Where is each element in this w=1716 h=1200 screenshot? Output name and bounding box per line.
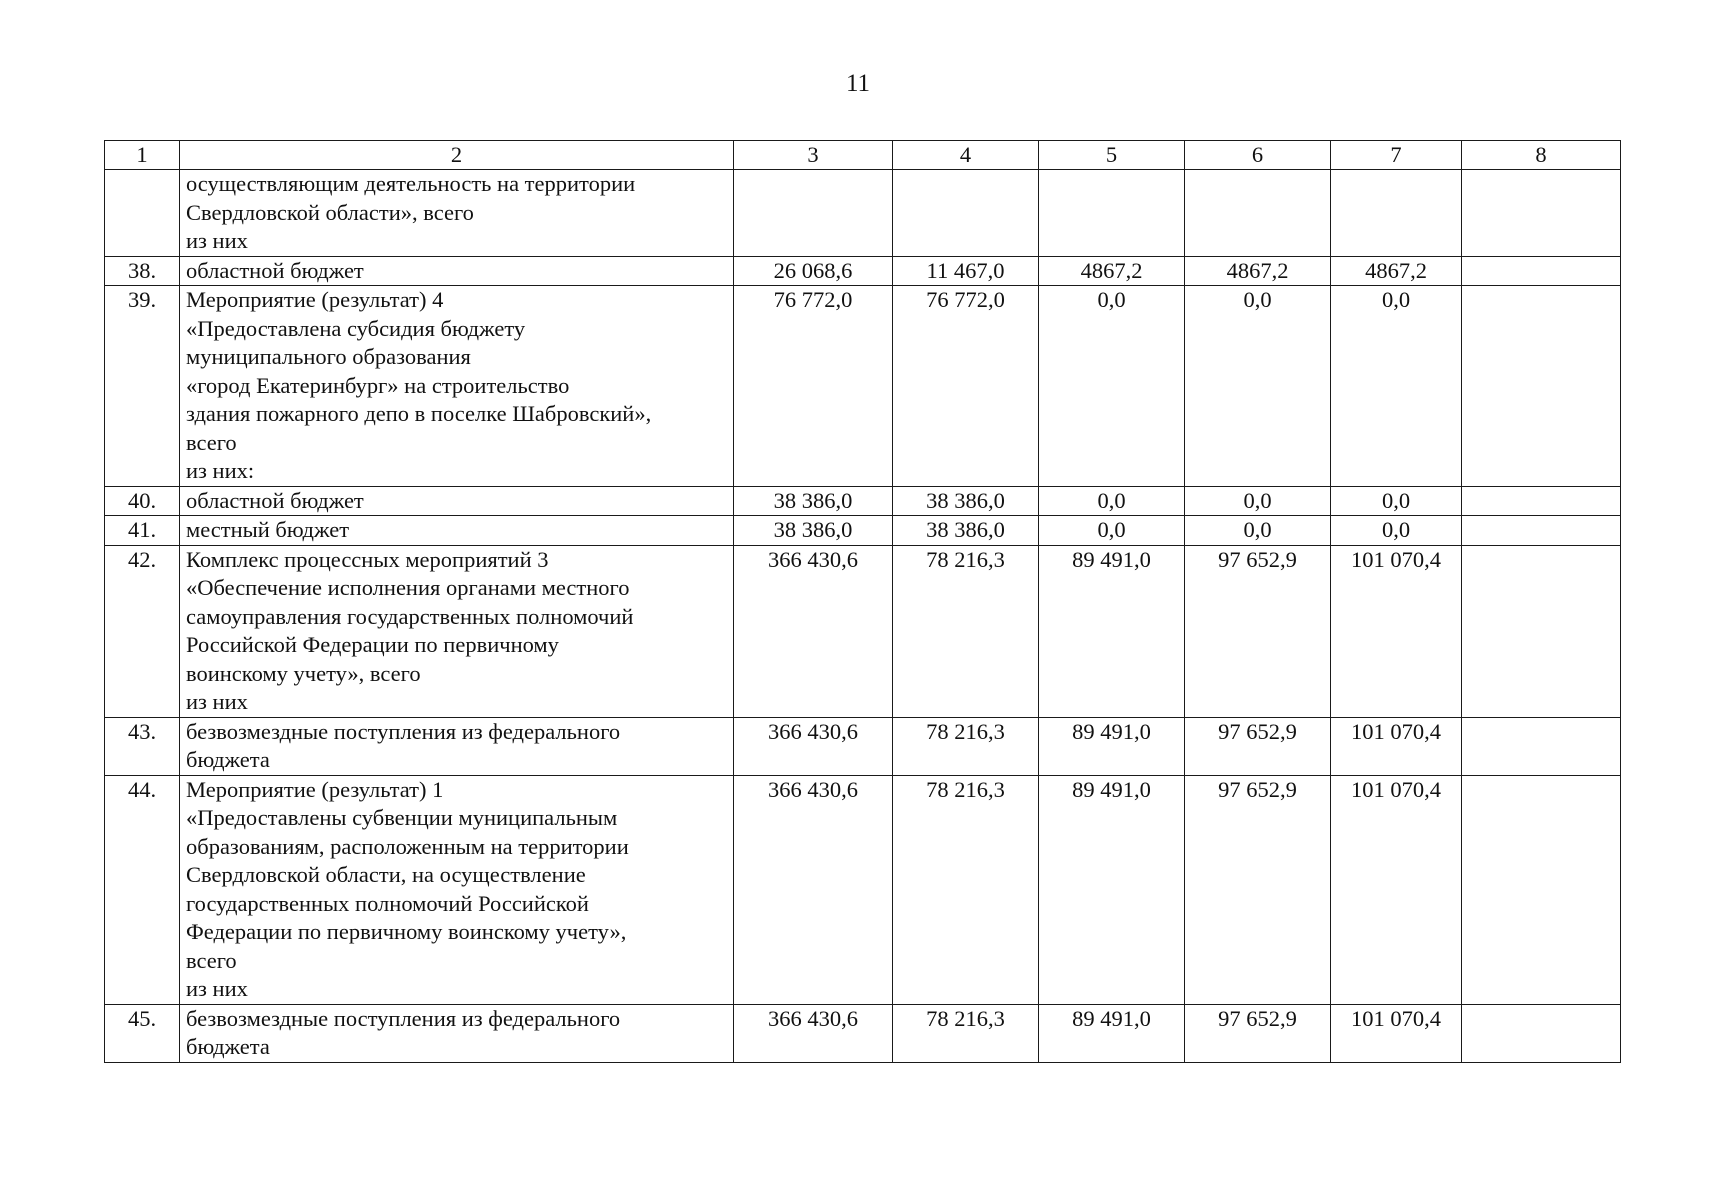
table-row: [105, 170, 1621, 257]
description-line: «Предоставлены субвенции муниципальным: [186, 805, 618, 830]
value-cell-col-8: [1462, 286, 1621, 487]
value-cell-col-3: 38 386,0: [734, 486, 893, 516]
value-cell-col-7: [1331, 170, 1462, 257]
value-cell-col-5: 89 491,0: [1039, 1004, 1185, 1062]
row-number: 41.: [105, 516, 180, 546]
description-line: самоуправления государственных полномочий: [186, 603, 634, 629]
value-cell-col-8: [1462, 170, 1621, 257]
column-header: 3: [734, 141, 893, 170]
column-header: 1: [105, 141, 180, 170]
value-cell-col-7: 0,0: [1331, 286, 1462, 487]
value-cell-col-7: 101 070,4: [1331, 775, 1462, 1004]
table-row: [105, 545, 1621, 717]
table-row: [105, 717, 1621, 775]
row-number: 39.: [105, 286, 180, 487]
description-line: Мероприятие (результат) 1: [186, 776, 444, 802]
page-number: 11: [845, 70, 871, 97]
value-cell-col-6: 0,0: [1185, 286, 1331, 487]
value-cell-col-7: 101 070,4: [1331, 717, 1462, 775]
description-line: Свердловской области, на осуществление: [186, 862, 586, 887]
value-cell-col-5: 0,0: [1039, 516, 1185, 546]
description-line: из них: [186, 689, 248, 714]
description-line: Мероприятие (результат) 4: [186, 287, 444, 312]
description-line: безвозмездные поступления из федерального: [186, 718, 621, 744]
value-cell-col-5: 89 491,0: [1039, 717, 1185, 775]
description-line: бюджета: [186, 747, 270, 772]
row-number: 40.: [105, 486, 180, 516]
row-description: [180, 486, 734, 516]
description-line: из них:: [186, 458, 255, 483]
description-line: бюджета: [186, 1034, 270, 1059]
description-line: муниципального образования: [186, 344, 471, 369]
description-line: государственных полномочий Российской: [186, 890, 589, 916]
value-cell-col-3: 366 430,6: [734, 775, 893, 1004]
description-line: Российской Федерации по первичному: [186, 632, 559, 657]
value-cell-col-4: 38 386,0: [893, 516, 1039, 546]
value-cell-col-6: 0,0: [1185, 486, 1331, 516]
value-cell-col-8: [1462, 717, 1621, 775]
value-cell-col-3: 366 430,6: [734, 545, 893, 717]
column-number-row: [105, 141, 1621, 170]
value-cell-col-3: 366 430,6: [734, 1004, 893, 1062]
value-cell-col-6: 97 652,9: [1185, 545, 1331, 717]
value-cell-col-8: [1462, 545, 1621, 717]
value-cell-col-7: 101 070,4: [1331, 1004, 1462, 1062]
row-description: [180, 717, 734, 775]
value-cell-col-3: 366 430,6: [734, 717, 893, 775]
value-cell-col-6: 97 652,9: [1185, 717, 1331, 775]
table-body: [105, 141, 1621, 1063]
description-line: «Предоставлена субсидия бюджету: [186, 315, 526, 341]
value-cell-col-6: 0,0: [1185, 516, 1331, 546]
description-line: из них: [186, 228, 248, 253]
value-cell-col-7: 0,0: [1331, 516, 1462, 546]
description-line: всего: [186, 947, 237, 973]
description-line: областной бюджет: [186, 487, 364, 513]
value-cell-col-7: 101 070,4: [1331, 545, 1462, 717]
table-row: [105, 486, 1621, 516]
value-cell-col-3: 26 068,6: [734, 256, 893, 286]
description-line: безвозмездные поступления из федерального: [186, 1005, 621, 1031]
value-cell-col-4: [893, 170, 1039, 257]
value-cell-col-5: [1039, 170, 1185, 257]
description-line: местный бюджет: [186, 517, 350, 542]
row-number: 38.: [105, 256, 180, 286]
description-line: воинскому учету», всего: [186, 660, 421, 686]
value-cell-col-5: 0,0: [1039, 286, 1185, 487]
value-cell-col-8: [1462, 486, 1621, 516]
value-cell-col-4: 38 386,0: [893, 486, 1039, 516]
value-cell-col-3: 76 772,0: [734, 286, 893, 487]
description-line: здания пожарного депо в поселке Шабровский»,: [186, 401, 652, 426]
description-line: Федерации по первичному воинскому учету»,: [186, 919, 627, 944]
value-cell-col-3: [734, 170, 893, 257]
value-cell-col-4: 78 216,3: [893, 1004, 1039, 1062]
value-cell-col-4: 78 216,3: [893, 775, 1039, 1004]
row-number: 45.: [105, 1004, 180, 1062]
value-cell-col-8: [1462, 516, 1621, 546]
table-row: [105, 516, 1621, 546]
row-description: [180, 516, 734, 546]
description-line: «город Екатеринбург» на строительство: [186, 372, 570, 398]
row-number: 44.: [105, 775, 180, 1004]
value-cell-col-8: [1462, 775, 1621, 1004]
row-description: [180, 1004, 734, 1062]
value-cell-col-5: 89 491,0: [1039, 775, 1185, 1004]
row-number: 43.: [105, 717, 180, 775]
value-cell-col-8: [1462, 1004, 1621, 1062]
value-cell-col-4: 11 467,0: [893, 256, 1039, 286]
value-cell-col-8: [1462, 256, 1621, 286]
value-cell-col-3: 38 386,0: [734, 516, 893, 546]
value-cell-col-6: 97 652,9: [1185, 775, 1331, 1004]
column-header: 6: [1185, 141, 1331, 170]
column-header: 5: [1039, 141, 1185, 170]
value-cell-col-4: 78 216,3: [893, 717, 1039, 775]
budget-table: [104, 140, 1621, 1063]
description-line: образованиям, расположенным на территории: [186, 833, 629, 859]
column-header: 8: [1462, 141, 1621, 170]
description-line: областной бюджет: [186, 257, 364, 283]
value-cell-col-5: 89 491,0: [1039, 545, 1185, 717]
value-cell-col-5: 4867,2: [1039, 256, 1185, 286]
value-cell-col-5: 0,0: [1039, 486, 1185, 516]
description-line: Комплекс процессных мероприятий 3: [186, 546, 549, 572]
table-row: [105, 775, 1621, 1004]
value-cell-col-6: 97 652,9: [1185, 1004, 1331, 1062]
value-cell-col-4: 76 772,0: [893, 286, 1039, 487]
row-number: 42.: [105, 545, 180, 717]
description-line: из них: [186, 976, 248, 1001]
value-cell-col-7: 4867,2: [1331, 256, 1462, 286]
value-cell-col-7: 0,0: [1331, 486, 1462, 516]
row-description: [180, 545, 734, 717]
description-line: осуществляющим деятельность на территории: [186, 171, 636, 196]
row-description: [180, 286, 734, 487]
description-line: всего: [186, 429, 237, 455]
column-header: 4: [893, 141, 1039, 170]
row-description: [180, 775, 734, 1004]
row-description: [180, 170, 734, 257]
table-row: [105, 286, 1621, 487]
column-header: 2: [180, 141, 734, 170]
value-cell-col-4: 78 216,3: [893, 545, 1039, 717]
description-line: Свердловской области», всего: [186, 199, 474, 225]
column-header: 7: [1331, 141, 1462, 170]
row-description: [180, 256, 734, 286]
table-row: [105, 256, 1621, 286]
value-cell-col-6: [1185, 170, 1331, 257]
value-cell-col-6: 4867,2: [1185, 256, 1331, 286]
table-row: [105, 1004, 1621, 1062]
description-line: «Обеспечение исполнения органами местного: [186, 575, 630, 600]
row-number: [105, 170, 180, 257]
